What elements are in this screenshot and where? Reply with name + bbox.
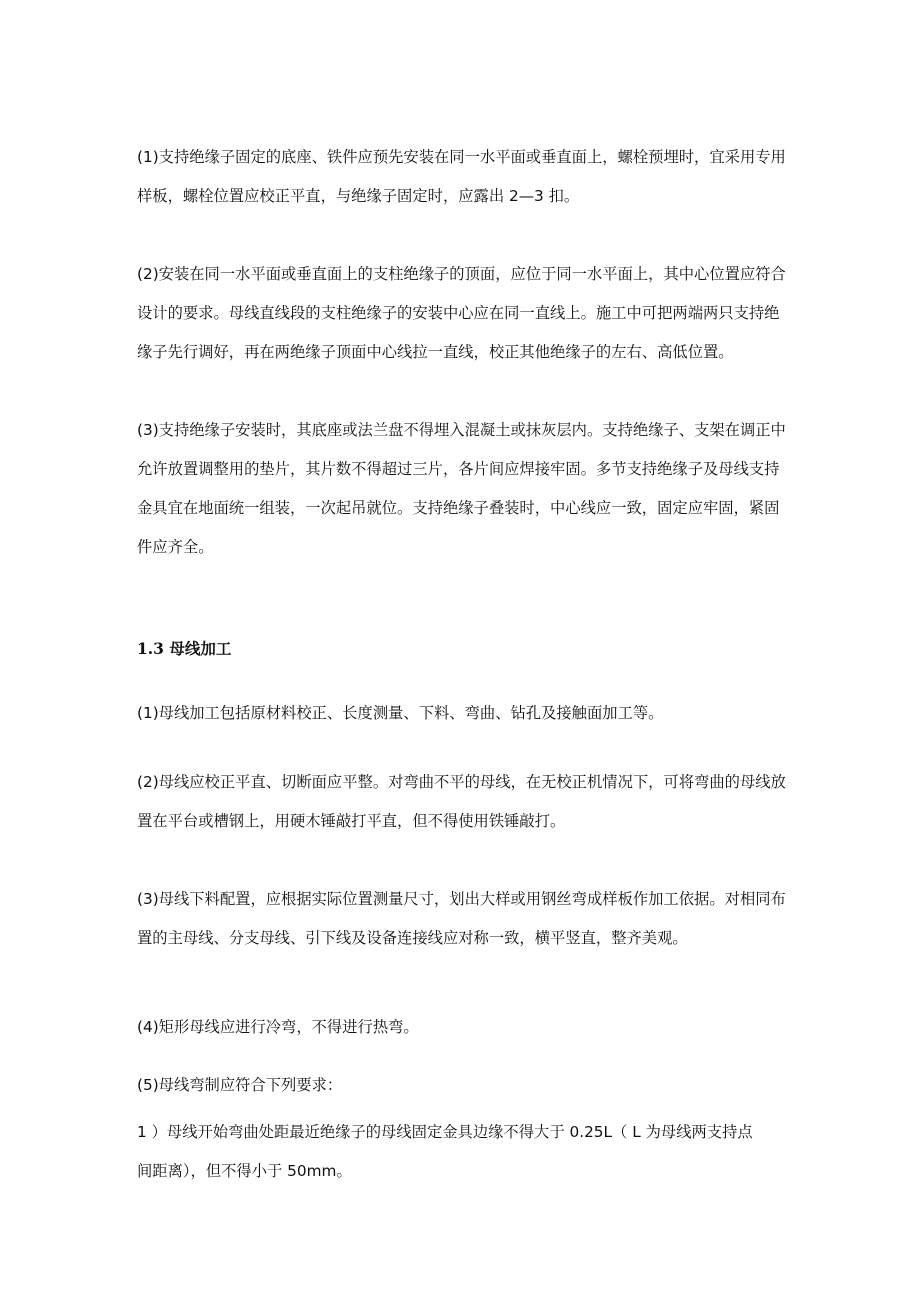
text-line: 间距离），但不得小于 50mm。 (137, 1162, 352, 1180)
text-line: 设计的要求。母线直线段的支柱绝缘子的安装中心应在同一直线上。施工中可把两端两只支持绝 (137, 304, 780, 322)
paragraph-insulator-base (137, 138, 787, 216)
text-line: (5)母线弯制应符合下列要求： (137, 1076, 343, 1094)
text-line: 样板，螺栓位置应校正平直，与绝缘子固定时，应露出 2—3 扣。 (137, 187, 580, 205)
text-line: (3)母线下料配置，应根据实际位置测量尺寸，划出大样或用钢丝弯成样板作加工依据。对相同布 (137, 890, 786, 908)
text-line: (4)矩形母线应进行冷弯，不得进行热弯。 (137, 1018, 419, 1036)
paragraph-cold-bending (137, 1008, 787, 1047)
text-line: 1 ）母线开始弯曲处距最近绝缘子的母线固定金具边缘不得大于 0.25L（ L 为母线两支持点 (137, 1123, 753, 1141)
paragraph-busbar-cutting (137, 880, 787, 958)
text-line: 件应齐全。 (137, 538, 214, 556)
paragraph-busbar-straightening (137, 763, 787, 841)
text-line: (1)母线加工包括原材料校正、长度测量、下料、弯曲、钻孔及接触面加工等。 (137, 704, 664, 722)
text-line: (1)支持绝缘子固定的底座、铁件应预先安装在同一水平面或垂直面上，螺栓预埋时，宜采用专用 (137, 148, 786, 166)
paragraph-insulator-installation (137, 411, 787, 567)
section-heading: 1.3 母线加工 (137, 639, 232, 658)
paragraph-bending-requirements (137, 1073, 787, 1097)
text-line: (3)支持绝缘子安装时，其底座或法兰盘不得埋入混凝土或抹灰层内。支持绝缘子、支架在调正中 (137, 421, 786, 439)
paragraph-bending-distance-rule (137, 1113, 787, 1191)
paragraph-busbar-processing-scope (137, 694, 787, 733)
text-line: 允许放置调整用的垫片，其片数不得超过三片，各片间应焊接牢固。多节支持绝缘子及母线支持 (137, 460, 780, 478)
text-line: 置在平台或槽钢上，用硬木锤敲打平直，但不得使用铁锤敲打。 (137, 812, 566, 830)
paragraph-insulator-top-alignment (137, 255, 787, 372)
text-line: 置的主母线、分支母线、引下线及设备连接线应对称一致，横平竖直，整齐美观。 (137, 929, 688, 947)
text-line: (2)安装在同一水平面或垂直面上的支柱绝缘子的顶面，应位于同一水平面上，其中心位置应符合 (137, 265, 786, 283)
text-line: (2)母线应校正平直、切断面应平整。对弯曲不平的母线，在无校正机情况下，可将弯曲的母线放 (137, 773, 786, 791)
text-line: 缘子先行调好，再在两绝缘子顶面中心线拉一直线，校正其他绝缘子的左右、高低位置。 (137, 343, 734, 361)
text-line: 金具宜在地面统一组装，一次起吊就位。支持绝缘子叠装时，中心线应一致，固定应牢固，紧固 (137, 499, 780, 517)
